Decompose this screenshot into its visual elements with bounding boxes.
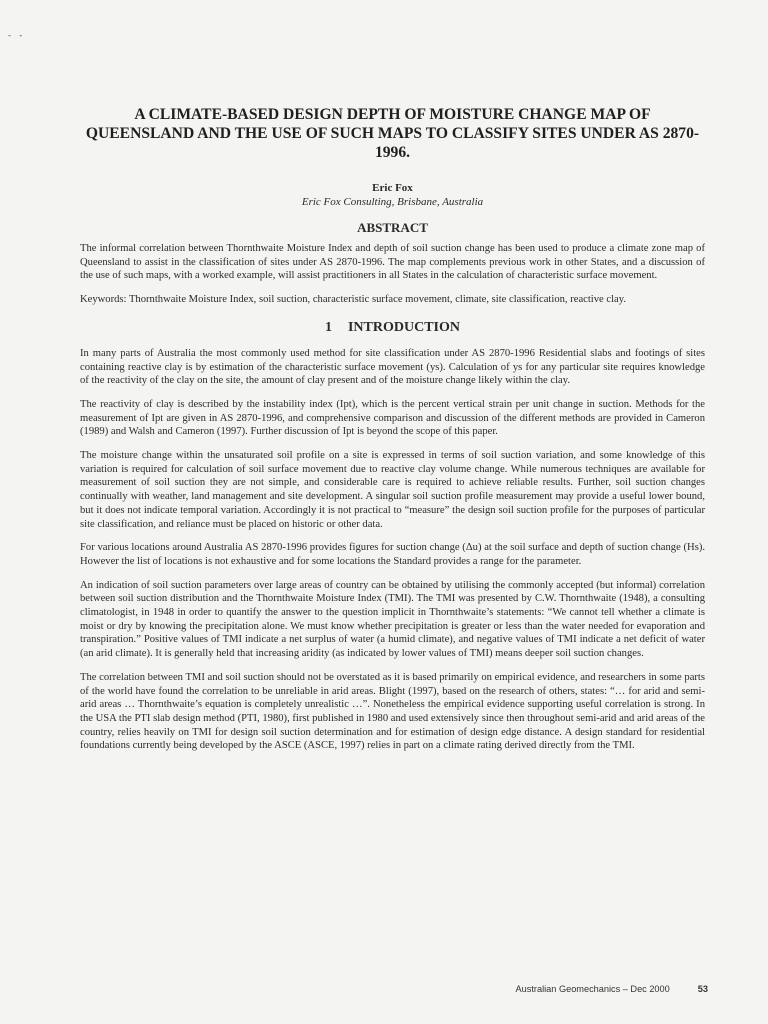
page-number: 53 — [697, 984, 708, 994]
author-name: Eric Fox — [372, 182, 413, 194]
paper-page — [80, 105, 705, 763]
body-paragraph: The reactivity of clay is described by the instability index (Ipt), which is the percent vertical strain per unit change in suction. Methods for the measurement of Ipt are given in AS 2870-1996, and comprehensive comparison and discussion of the different methods are provided in Cameron (1989) and Walsh and Cameron (1997). Further discussion of Ipt is beyond the scope of this paper. — [80, 398, 705, 438]
body-paragraph: In many parts of Australia the most commonly used method for site classification under AS 2870-1996 Residential slabs and footings of sites containing reactive clay is by estimation of the characteristic surface movement (ys). Calculation of ys for any particular site requires knowledge of the reactivity of the clay on the site, the amount of clay present and of the moisture change likely within the clay. — [80, 347, 705, 387]
body-paragraph: The moisture change within the unsaturated soil profile on a site is expressed in terms of soil suction variation, and some knowledge of this variation is required for calculation of soil surface movement due to reactive clay volume change. While numerous techniques are available for measurement of soil suction they are not simple, and considerable care is required to achieve reliable results. Further, soil suction changes continually with weather, land management and site development. A singular soil suction profile measurement may provide a useful lower bound, but it does not indicate temporal variation. Accordingly it is not practical to “measure” the design soil suction profile for the purposes of particular site classification, and reliance must be placed on historic or other data. — [80, 450, 705, 530]
journal-citation: Australian Geomechanics – Dec 2000 — [515, 984, 670, 994]
body-paragraph: For various locations around Australia AS 2870-1996 provides figures for suction change (Δu) at the soil surface and depth of suction change (Hs). However the list of locations is not exhaustive and for some locations the Standard provides a range for the parameter. — [80, 542, 705, 567]
author-affiliation: Eric Fox Consulting, Brisbane, Australia — [301, 196, 484, 208]
abstract-text: The informal correlation between Thornthwaite Moisture Index and depth of soil suction change has been used to produce a climate zone map of Queensland to assist in the classification of sites under AS 2870-1996. The map complements previous work in other States, and a discussion of the use of such maps, with a worked example, will assist practitioners in all States in the calculation of characteristic surface movement. — [80, 243, 705, 282]
scan-mark: - - — [8, 30, 26, 40]
abstract-heading: ABSTRACT — [357, 220, 428, 235]
paper-title: A CLIMATE-BASED DESIGN DEPTH OF MOISTURE CHANGE MAP OF QUEENSLAND AND THE USE OF SUCH MAPS TO CLASSIFY SITES UNDER AS 2870-1996. — [85, 106, 700, 161]
body-paragraph: An indication of soil suction parameters over large areas of country can be obtained by utilising the commonly accepted (but informal) correlation between soil suction distribution and the Thornthwaite Moisture Index (TMI). The TMI was presented by C.W. Thornthwaite (1948), a consulting climatologist, in 1948 in order to quantify the answer to the question implicit in Thornthwaite’s statements: “We cannot tell whether a climate is moist or dry by knowing the precipitation alone. We must know whether precipitation is greater or less than the water needed for evaporation and transpiration.” Positive values of TMI indicate a net surplus of water (a humid climate), and negative values of TMI indicate a net deficit of water (an arid climate). It is generally held that increasing aridity (as indicated by lower values of TMI) means deeper soil suction changes. — [80, 579, 705, 660]
keywords: Keywords: Thornthwaite Moisture Index, soil suction, characteristic surface movement, climate, site classification, reactive clay. — [80, 294, 626, 306]
section-number: 1 — [324, 319, 332, 335]
body-paragraph: The correlation between TMI and soil suction should not be overstated as it is based primarily on empirical evidence, and researchers in some parts of the world have found the correlation to be unreliable in arid areas. Blight (1997), based on the research of others, states: “… for arid and semi-arid areas … Thornthwaite’s equation is completely unrealistic …”. Nonetheless the empirical evidence supporting useful correlation is strong. In the USA the PTI slab design method (PTI, 1980), first published in 1980 and used extensively since then throughout semi-arid and arid areas of the country, relies heavily on TMI for design soil suction determination and for estimation of design edge distance. A design standard for residential foundations currently being developed by the ASCE (ASCE, 1997) relies in part on a climate rating derived directly from the TMI. — [80, 671, 705, 752]
section-title: INTRODUCTION — [347, 319, 460, 335]
section-heading-introduction — [80, 319, 705, 336]
page-footer — [516, 984, 708, 994]
